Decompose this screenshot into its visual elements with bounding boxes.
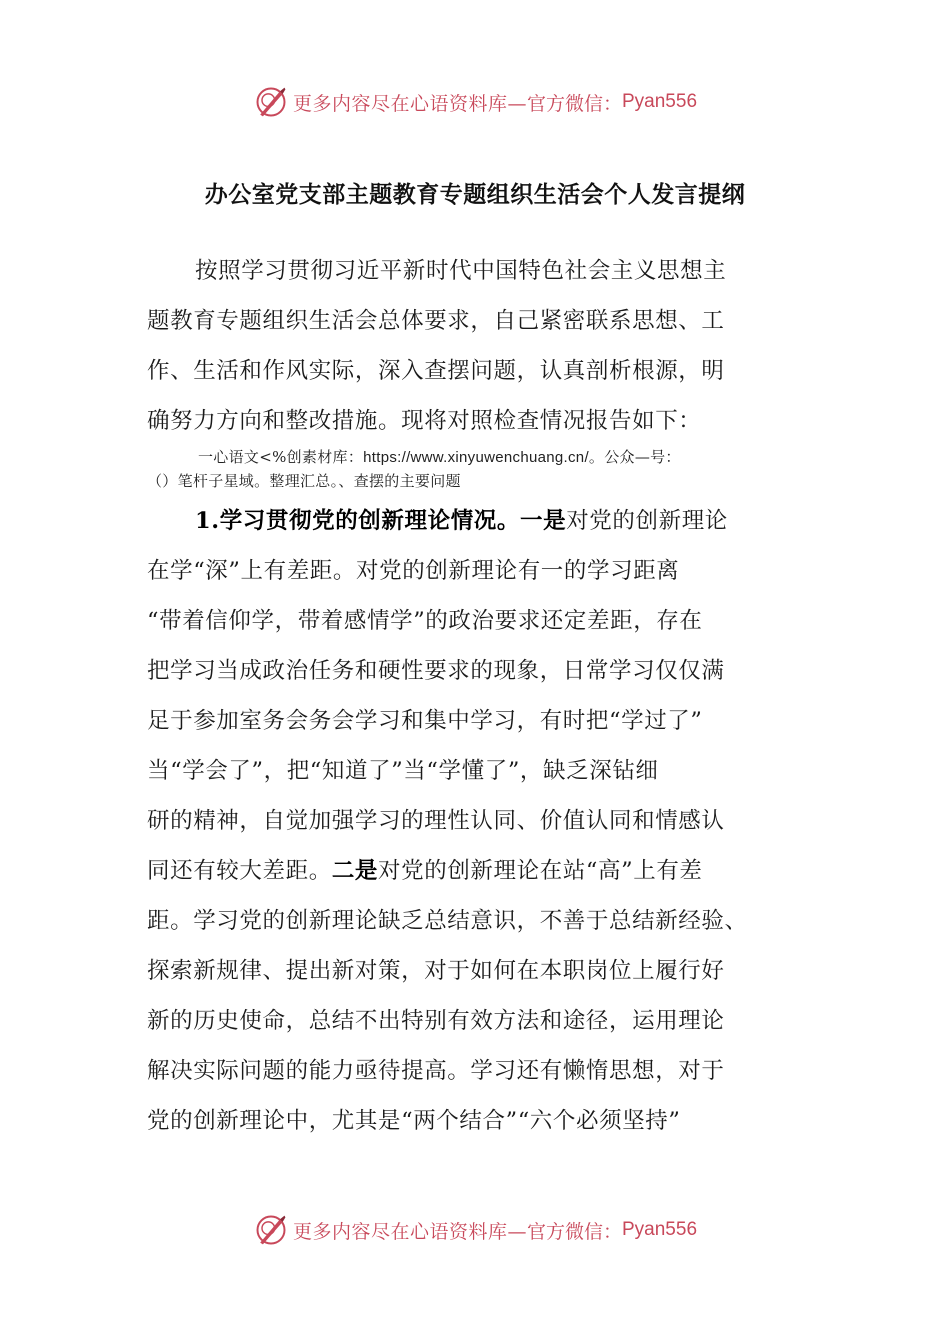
text-line: 作、生活和作风实际，深入查摆问题，认真剖析根源，明 — [147, 358, 725, 384]
text-line: “带着信仰学，带着感情学”的政治要求还定差距，存在 — [147, 608, 703, 634]
note-text-b: 。公众—号： — [588, 448, 681, 466]
text-line: 研的精神，自觉加强学习的理性认同、价值认同和情感认 — [147, 808, 725, 834]
text-line: 党的创新理论中，尤其是“两个结合”“六个必须坚持” — [147, 1108, 681, 1134]
text-line: 确努力方向和整改措施。现将对照检查情况报告如下： — [147, 408, 702, 434]
note-url: https://www.xinyuwenchuang.cn/ — [363, 449, 589, 466]
intro-paragraph — [147, 246, 787, 446]
text-line: 新的历史使命，总结不出特别有效方法和途径，运用理论 — [147, 1008, 725, 1034]
banner-text: 更多内容尽在心语资料库— — [292, 1220, 527, 1243]
note-text-a: 一心语文<%创素材库： — [198, 448, 364, 466]
brush-logo-icon — [253, 84, 289, 120]
point-marker: 二是 — [331, 858, 379, 884]
text-segment: 同还有较大差距。 — [147, 858, 332, 884]
section-heading: 1.学习贯彻党的创新理论情况。 — [195, 508, 520, 534]
text-line — [147, 846, 787, 896]
note-line-1 — [198, 445, 681, 470]
footer-banner — [0, 1208, 950, 1252]
banner-wechat-label: 官方微信： — [526, 92, 622, 115]
brush-logo-icon — [253, 1212, 289, 1248]
text-segment: 对党的创新理论 — [566, 508, 728, 534]
banner-text: 更多内容尽在心语资料库— — [292, 92, 527, 115]
text-line: 把学习当成政治任务和硬性要求的现象，日常学习仅仅满 — [147, 658, 725, 684]
text-line: 探索新规律、提出新对策，对于如何在本职岗位上履行好 — [147, 958, 725, 984]
banner-wechat-label: 官方微信： — [526, 1220, 622, 1243]
document-title: 办公室党支部主题教育专题组织生活会个人发言提纲 — [204, 181, 746, 208]
note-line-2: （）笔杆子星域。整理汇总。、查摆的主要问题 — [147, 472, 461, 490]
text-segment: 对党的创新理论在站“高”上有差 — [378, 858, 703, 884]
text-line: 足于参加室务会务会学习和集中学习，有时把“学过了” — [147, 708, 703, 734]
banner-wechat-id: Pyan556 — [622, 91, 698, 112]
text-line: 在学“深”上有差距。对党的创新理论有一的学习距离 — [147, 558, 680, 584]
banner-wechat-id: Pyan556 — [622, 1219, 698, 1240]
header-banner — [0, 80, 950, 124]
section-heading-line — [147, 496, 787, 546]
text-line: 按照学习贯彻习近平新时代中国特色社会主义思想主 — [195, 258, 727, 284]
point-marker: 一是 — [520, 508, 567, 534]
text-line: 距。学习党的创新理论缺乏总结意识，不善于总结新经验、 — [147, 908, 748, 934]
section-1-paragraph — [147, 496, 787, 1146]
text-line: 题教育专题组织生活会总体要求，自己紧密联系思想、工 — [147, 308, 725, 334]
text-line: 解决实际问题的能力亟待提高。学习还有懒惰思想，对于 — [147, 1058, 725, 1084]
text-line: 当“学会了”，把“知道了”当“学懂了”，缺乏深钻细 — [147, 758, 659, 784]
